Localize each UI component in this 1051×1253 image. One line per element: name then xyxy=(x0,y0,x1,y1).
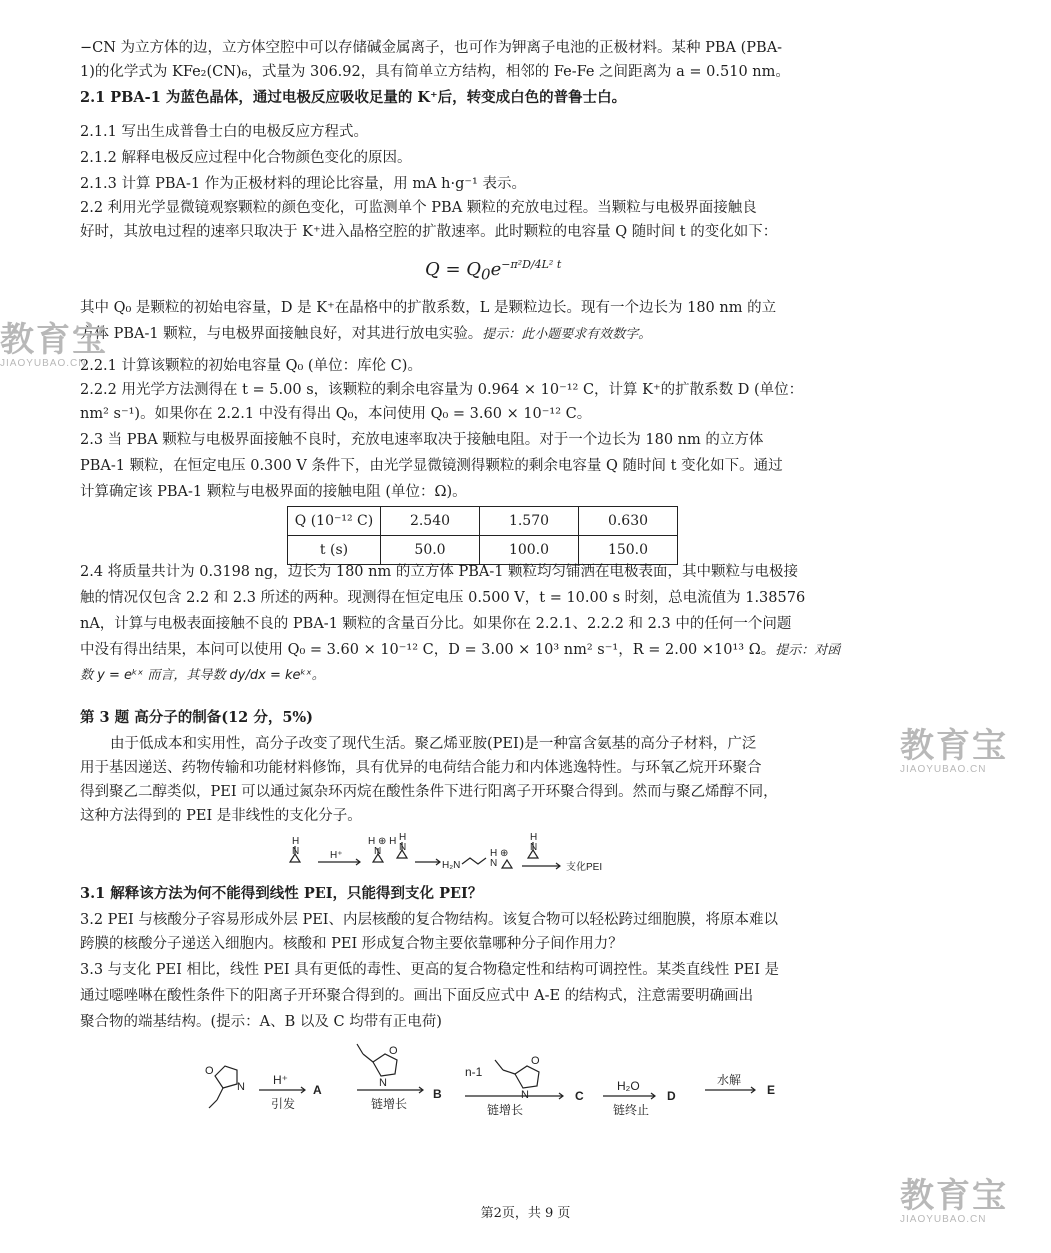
watermark-text: 教育宝 xyxy=(900,727,1008,765)
formula-exponent: −π²D/4L² t xyxy=(501,258,562,271)
svg-text:H ⊕ H: H ⊕ H xyxy=(368,836,397,847)
intermediate-C: C xyxy=(575,1089,584,1103)
svg-text:O: O xyxy=(389,1045,398,1057)
watermark-url: JIAOYUBAO.CN xyxy=(900,764,987,775)
table-cell: 0.630 xyxy=(579,507,678,536)
svg-text:N: N xyxy=(379,1077,387,1089)
scheme2-reagent4: H₂O xyxy=(617,1079,640,1093)
scheme2-cond4: 链终止 xyxy=(613,1103,650,1117)
text-line-19: nA，计算与电极表面接触不良的 PBA-1 颗粒的含量百分比。如果你在 2.2.1、2.2.2 和 2.3 中的任何一个问题 xyxy=(80,616,792,632)
text-line-8: 好时，其放电过程的速率只取决于 K⁺进入晶格空腔的扩散速率。此时颗粒的电容量 Q 随时间 t 的变化如下： xyxy=(80,224,778,240)
svg-text:H: H xyxy=(530,832,538,843)
svg-text:N: N xyxy=(490,858,498,869)
table-cell: 150.0 xyxy=(579,536,678,565)
intermediate-D: D xyxy=(667,1089,676,1103)
scheme2-reagent3: n-1 xyxy=(465,1065,483,1079)
text-line-10 xyxy=(80,324,992,345)
text-line-10a: 方体 PBA-1 颗粒，与电极界面接触良好，对其进行放电实验。 xyxy=(80,326,483,342)
formula-base: e xyxy=(490,259,502,280)
watermark-url: JIAOYUBAO.CN xyxy=(0,358,87,369)
oxazoline-ring xyxy=(215,1066,237,1088)
scheme1-amine: H₂N xyxy=(442,860,461,871)
scheme2-cond1: 引发 xyxy=(271,1097,296,1111)
svg-text:H: H xyxy=(292,836,300,847)
text-line-32b: 跨膜的核酸分子递送入细胞内。核酸和 PEI 形成复合物主要依靠哪种分子间作用力？ xyxy=(80,936,623,952)
text-line-21: 数 y = eᵏˣ 而言，其导数 dy/dx = keᵏˣ。 xyxy=(80,668,325,683)
watermark-text: 教育宝 xyxy=(0,321,108,359)
table-cell: 100.0 xyxy=(480,536,579,565)
text-line-16: 计算确定该 PBA-1 颗粒与电极界面的接触电阻 (单位：Ω)。 xyxy=(80,484,467,500)
question-2-1: 2.1 PBA-1 为蓝色晶体，通过电极反应吸收足量的 K⁺后，转变成白色的普鲁士白。 xyxy=(80,89,627,106)
watermark-right xyxy=(900,728,1008,776)
oxazoline-ring xyxy=(373,1054,397,1076)
question-2-2: 2.2 利用光学显微镜观察颗粒的颜色变化，可监测单个 PBA 颗粒的充放电过程。当颗粒与电极界面接触良 xyxy=(80,200,757,216)
scheme2-cond2: 链增长 xyxy=(371,1097,408,1111)
svg-text:H ⊕: H ⊕ xyxy=(490,848,509,859)
text-line-33c: 聚合物的端基结构。(提示：A、B 以及 C 均带有正电荷) xyxy=(80,1014,442,1030)
svg-text:N: N xyxy=(374,846,382,857)
text-line-20a: 中没有得出结果，本问可以使用 Q₀ = 3.60 × 10⁻¹² C，D = 3.00 × 10³ nm² s⁻¹，R = 2.00 ×10¹³ Ω。 xyxy=(80,642,776,658)
watermark-text: 教育宝 xyxy=(900,1177,1008,1215)
svg-text:N: N xyxy=(237,1081,245,1093)
intermediate-B: B xyxy=(433,1087,442,1101)
scheme2-reagent5: 水解 xyxy=(717,1073,742,1087)
text-line-20 xyxy=(80,640,992,661)
capacity-time-table xyxy=(287,506,678,565)
formula-subscript: 0 xyxy=(481,265,491,284)
question-3-title: 第 3 题 高分子的制备(12 分，5%) xyxy=(80,709,314,726)
watermark-url: JIAOYUBAO.CN xyxy=(900,1214,987,1225)
question-2-1-2: 2.1.2 解释电极反应过程中化合物颜色变化的原因。 xyxy=(80,150,412,166)
question-2-1-3: 2.1.3 计算 PBA-1 作为正极材料的理论比容量，用 mA h·g⁻¹ 表示。 xyxy=(80,176,526,192)
table-head-t: t (s) xyxy=(288,536,381,565)
text-line-33b: 通过噁唑啉在酸性条件下的阳离子开环聚合得到的。画出下面反应式中 A-E 的结构式，注意需要明确画出 xyxy=(80,988,754,1004)
oxazoline-scheme xyxy=(195,1040,815,1130)
table-head-q: Q (10⁻¹² C) xyxy=(288,507,381,536)
svg-text:N: N xyxy=(530,842,538,853)
hint-sig-figs: 提示：此小题要求有效数字。 xyxy=(482,327,652,342)
svg-text:O: O xyxy=(205,1065,214,1077)
text-line-9: 其中 Q₀ 是颗粒的初始电容量，D 是 K⁺在晶格中的扩散系数，L 是颗粒边长。现有一个边长为 180 nm 的立 xyxy=(80,300,777,316)
question-3-2: 3.2 PEI 与核酸分子容易形成外层 PEI、内层核酸的复合物结构。该复合物可以轻松跨过细胞膜，将原本难以 xyxy=(80,912,779,928)
scheme2-reagent1: H⁺ xyxy=(273,1073,288,1087)
question-3-1: 3.1 解释该方法为何不能得到线性 PEI，只能得到支化 PEI？ xyxy=(80,885,483,902)
svg-text:N: N xyxy=(399,842,407,853)
formula-lhs: Q = Q xyxy=(425,259,482,280)
svg-text:N: N xyxy=(521,1089,529,1101)
text-line-2: 1)的化学式为 KFe₂(CN)₆，式量为 306.92，具有简单立方结构，相邻的 Fe-Fe 之间距离为 a = 0.510 nm。 xyxy=(80,64,790,80)
svg-text:N: N xyxy=(292,846,300,857)
table-cell: 2.540 xyxy=(381,507,480,536)
text-line-15: PBA-1 颗粒，在恒定电压 0.300 V 条件下，由光学显微镜测得颗粒的剩余电容量 Q 随时间 t 变化如下。通过 xyxy=(80,458,783,474)
para-line-1: 由于低成本和实用性，高分子改变了现代生活。聚乙烯亚胺(PEI)是一种富含氨基的高分子材料，广泛 xyxy=(110,736,757,752)
page-footer: 第2页，共 9 页 xyxy=(480,1206,571,1221)
oxazoline-ring xyxy=(515,1066,539,1088)
hint-derivative: 提示：对函 xyxy=(775,643,841,658)
question-2-2-2: 2.2.2 用光学方法测得在 t = 5.00 s，该颗粒的剩余电容量为 0.964 × 10⁻¹² C，计算 K⁺的扩散系数 D (单位： xyxy=(80,382,804,398)
text-line-13: nm² s⁻¹)。如果你在 2.2.1 中没有得出 Q₀，本问使用 Q₀ = 3.60 × 10⁻¹² C。 xyxy=(80,406,592,422)
scheme2-cond3: 链增长 xyxy=(487,1103,524,1117)
para-line-4: 这种方法得到的 PEI 是非线性的支化分子。 xyxy=(80,808,362,824)
table-row xyxy=(288,536,678,565)
table-row xyxy=(288,507,678,536)
question-2-2-1: 2.2.1 计算该颗粒的初始电容量 Q₀ (单位：库伦 C)。 xyxy=(80,358,422,374)
intermediate-A: A xyxy=(313,1083,322,1097)
question-2-4: 2.4 将质量共计为 0.3198 ng，边长为 180 nm 的立方体 PBA-1 颗粒均匀铺洒在电极表面，其中颗粒与电极接 xyxy=(80,564,799,580)
table-cell: 50.0 xyxy=(381,536,480,565)
ethylamine-chain xyxy=(462,858,486,864)
watermark-left xyxy=(0,322,108,370)
svg-text:O: O xyxy=(531,1055,540,1067)
scheme1-reagent: H⁺ xyxy=(330,850,343,861)
product-E: E xyxy=(767,1083,776,1097)
aziridine-scheme xyxy=(270,830,630,880)
para-line-3: 得到聚乙二醇类似，PEI 可以通过氮杂环丙烷在酸性条件下进行阳离子开环聚合得到。然而与聚乙烯醇不同， xyxy=(80,784,778,800)
question-2-3: 2.3 当 PBA 颗粒与电极界面接触不良时，充放电速率取决于接触电阻。对于一个边长为 180 nm 的立方体 xyxy=(80,432,764,448)
table-cell: 1.570 xyxy=(480,507,579,536)
text-line-1: −CN 为立方体的边，立方体空腔中可以存储碱金属离子，也可作为钾离子电池的正极材料。某种 PBA (PBA- xyxy=(80,40,783,56)
para-line-2: 用于基因递送、药物传输和功能材料修饰，具有优异的电荷结合能力和内体逃逸特性。与环氧乙烷开环聚合 xyxy=(80,760,762,776)
capacity-formula xyxy=(425,258,561,284)
question-2-1-1: 2.1.1 写出生成普鲁士白的电极反应方程式。 xyxy=(80,124,369,140)
text-line-18: 触的情况仅包含 2.2 和 2.3 所述的两种。现测得在恒定电压 0.500 V，t = 10.00 s 时刻，总电流值为 1.38576 xyxy=(80,590,806,606)
scheme1-product: 支化PEI xyxy=(566,862,603,873)
svg-text:H: H xyxy=(399,832,407,843)
question-3-3: 3.3 与支化 PEI 相比，线性 PEI 具有更低的毒性、更高的复合物稳定性和结构可调控性。某类直线性 PEI 是 xyxy=(80,962,780,978)
